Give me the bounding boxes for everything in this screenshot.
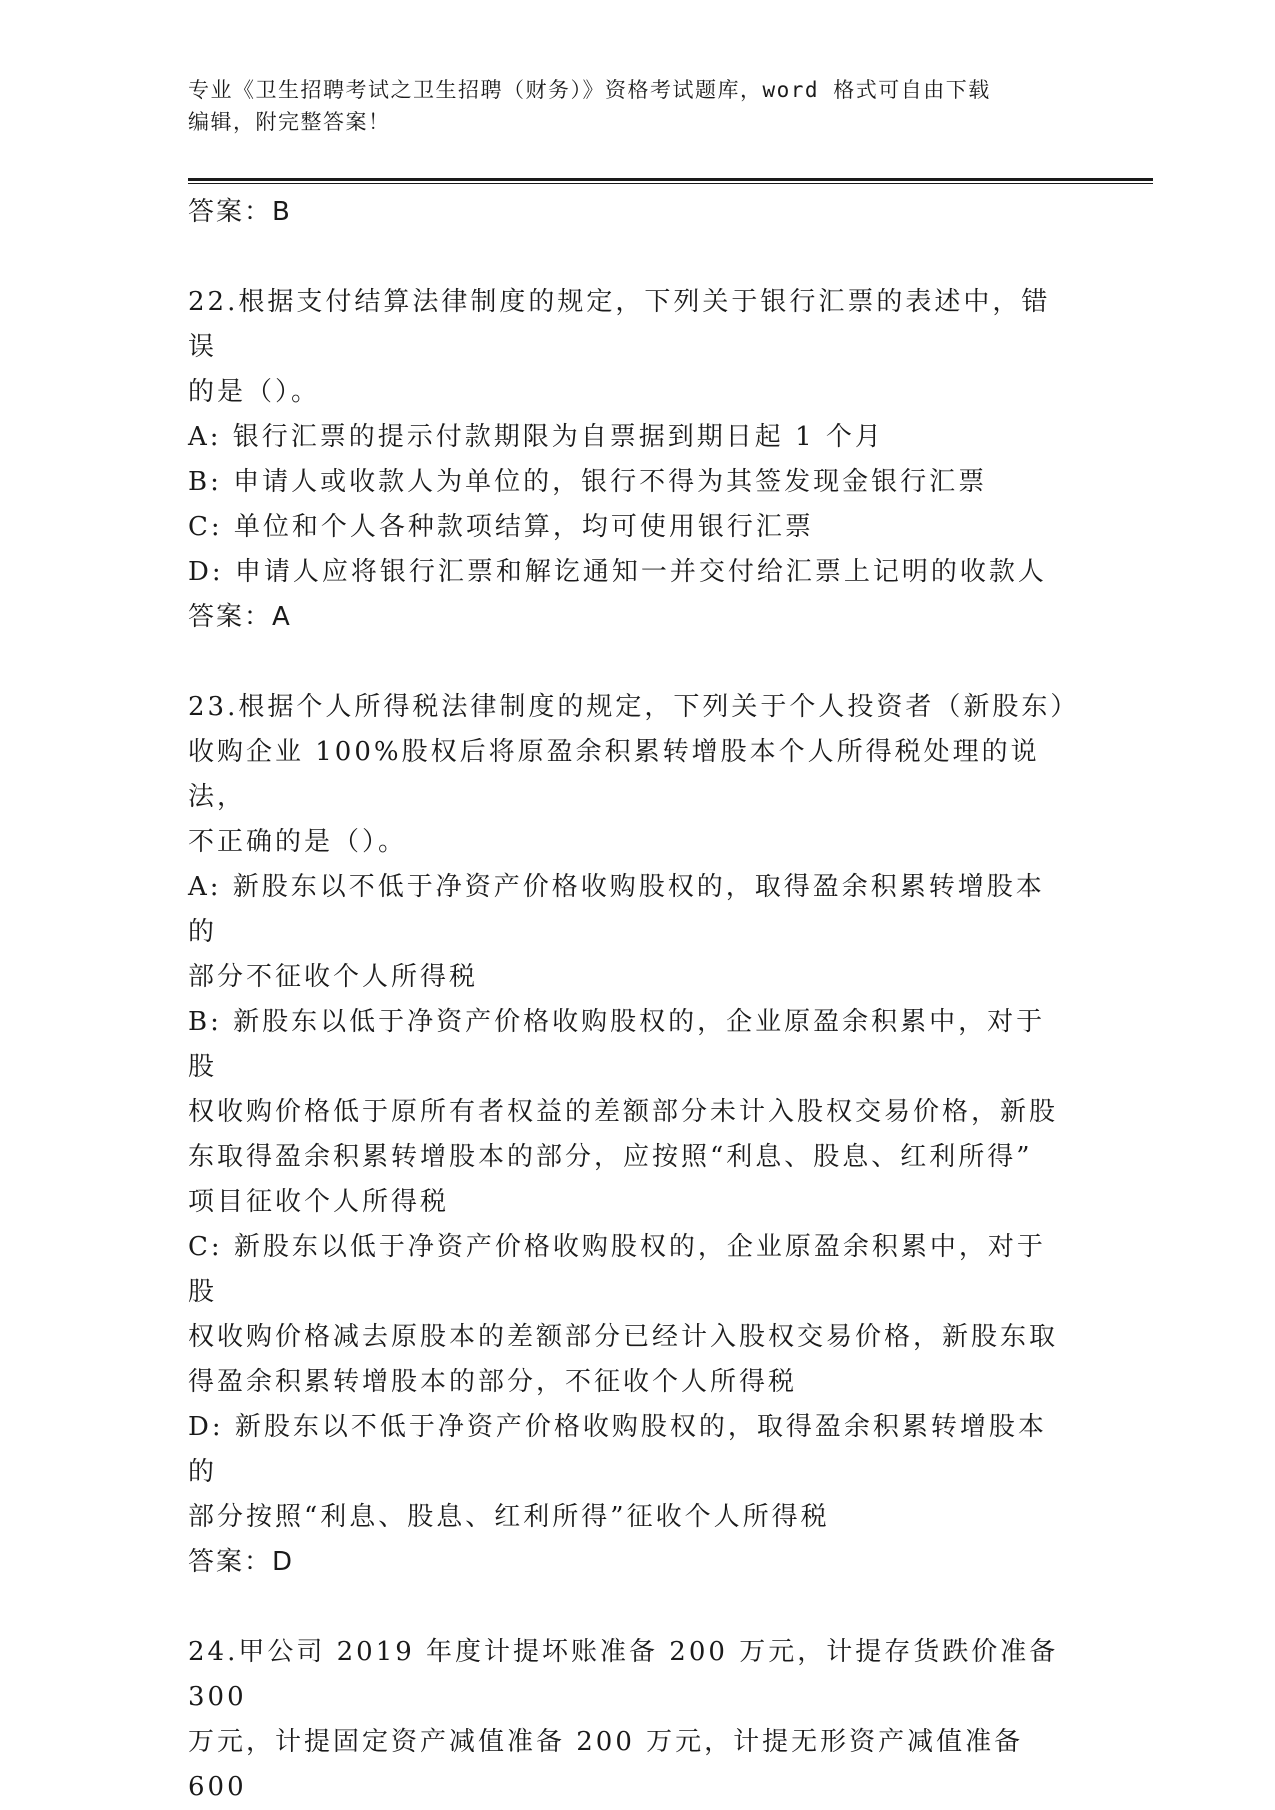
question-24: [188, 1630, 1068, 1810]
option-line: 部分不征收个人所得税: [188, 962, 479, 992]
option-a: [188, 865, 1068, 1000]
question-stem-line: 万元，计提固定资产减值准备 200 万元，计提无形资产减值准备 600: [188, 1727, 1024, 1802]
spacer: [188, 1585, 1068, 1630]
question-stem-line: 24.甲公司 2019 年度计提坏账准备 200 万元，计提存货跌价准备 300: [188, 1637, 1059, 1712]
option-d: [188, 1405, 1068, 1540]
option-a: A: 银行汇票的提示付款期限为自票据到期日起 1 个月: [188, 422, 884, 452]
question-22: [188, 280, 1068, 640]
option-line: A: 新股东以不低于净资产价格收购股权的，取得盈余积累转增股本的: [188, 872, 1045, 947]
option-line: 权收购价格低于原所有者权益的差额部分未计入股权交易价格，新股: [188, 1097, 1059, 1127]
answer-previous: 答案：B: [188, 197, 292, 227]
answer: 答案：D: [188, 1547, 295, 1577]
question-stem-line: 23.根据个人所得税法律制度的规定，下列关于个人投资者（新股东）: [188, 692, 1080, 722]
question-stem-line: 22.根据支付结算法律制度的规定，下列关于银行汇票的表述中，错误: [188, 287, 1051, 362]
document-header: [188, 74, 1068, 138]
spacer: [188, 235, 1068, 280]
option-line: 得盈余积累转增股本的部分，不征收个人所得税: [188, 1367, 798, 1397]
option-line: 项目征收个人所得税: [188, 1187, 450, 1217]
option-line: 权收购价格减去原股本的差额部分已经计入股权交易价格，新股东取: [188, 1322, 1059, 1352]
header-line-2: 编辑，附完整答案！: [188, 110, 391, 134]
header-divider-thin: [188, 183, 1153, 184]
question-23: [188, 685, 1080, 1585]
question-stem-line: 的是（）。: [188, 377, 321, 407]
question-stem-line: 不正确的是（）。: [188, 827, 408, 857]
option-b: [188, 1000, 1068, 1225]
spacer: [188, 640, 1068, 685]
answer: 答案：A: [188, 602, 292, 632]
option-d: D: 申请人应将银行汇票和解讫通知一并交付给汇票上记明的收款人: [188, 557, 1047, 587]
option-line: B: 新股东以低于净资产价格收购股权的，企业原盈余积累中，对于股: [188, 1007, 1046, 1082]
option-line: 部分按照“利息、股息、红利所得”征收个人所得税: [188, 1502, 830, 1532]
question-stem-line: 收购企业 100%股权后将原盈余积累转增股本个人所得税处理的说法，: [188, 737, 1040, 812]
header-divider-thick: [188, 178, 1153, 181]
header-line-1: 专业《卫生招聘考试之卫生招聘（财务）》资格考试题库，word 格式可自由下载: [188, 78, 991, 102]
option-line: 东取得盈余积累转增股本的部分，应按照“利息、股息、红利所得”: [188, 1142, 1033, 1172]
document-content: [188, 190, 1080, 1810]
option-b: B: 申请人或收款人为单位的，银行不得为其签发现金银行汇票: [188, 467, 988, 497]
option-line: C: 新股东以低于净资产价格收购股权的，企业原盈余积累中，对于股: [188, 1232, 1046, 1307]
option-c: C: 单位和个人各种款项结算，均可使用银行汇票: [188, 512, 814, 542]
option-line: D: 新股东以不低于净资产价格收购股权的，取得盈余积累转增股本的: [188, 1412, 1047, 1487]
option-c: [188, 1225, 1068, 1405]
